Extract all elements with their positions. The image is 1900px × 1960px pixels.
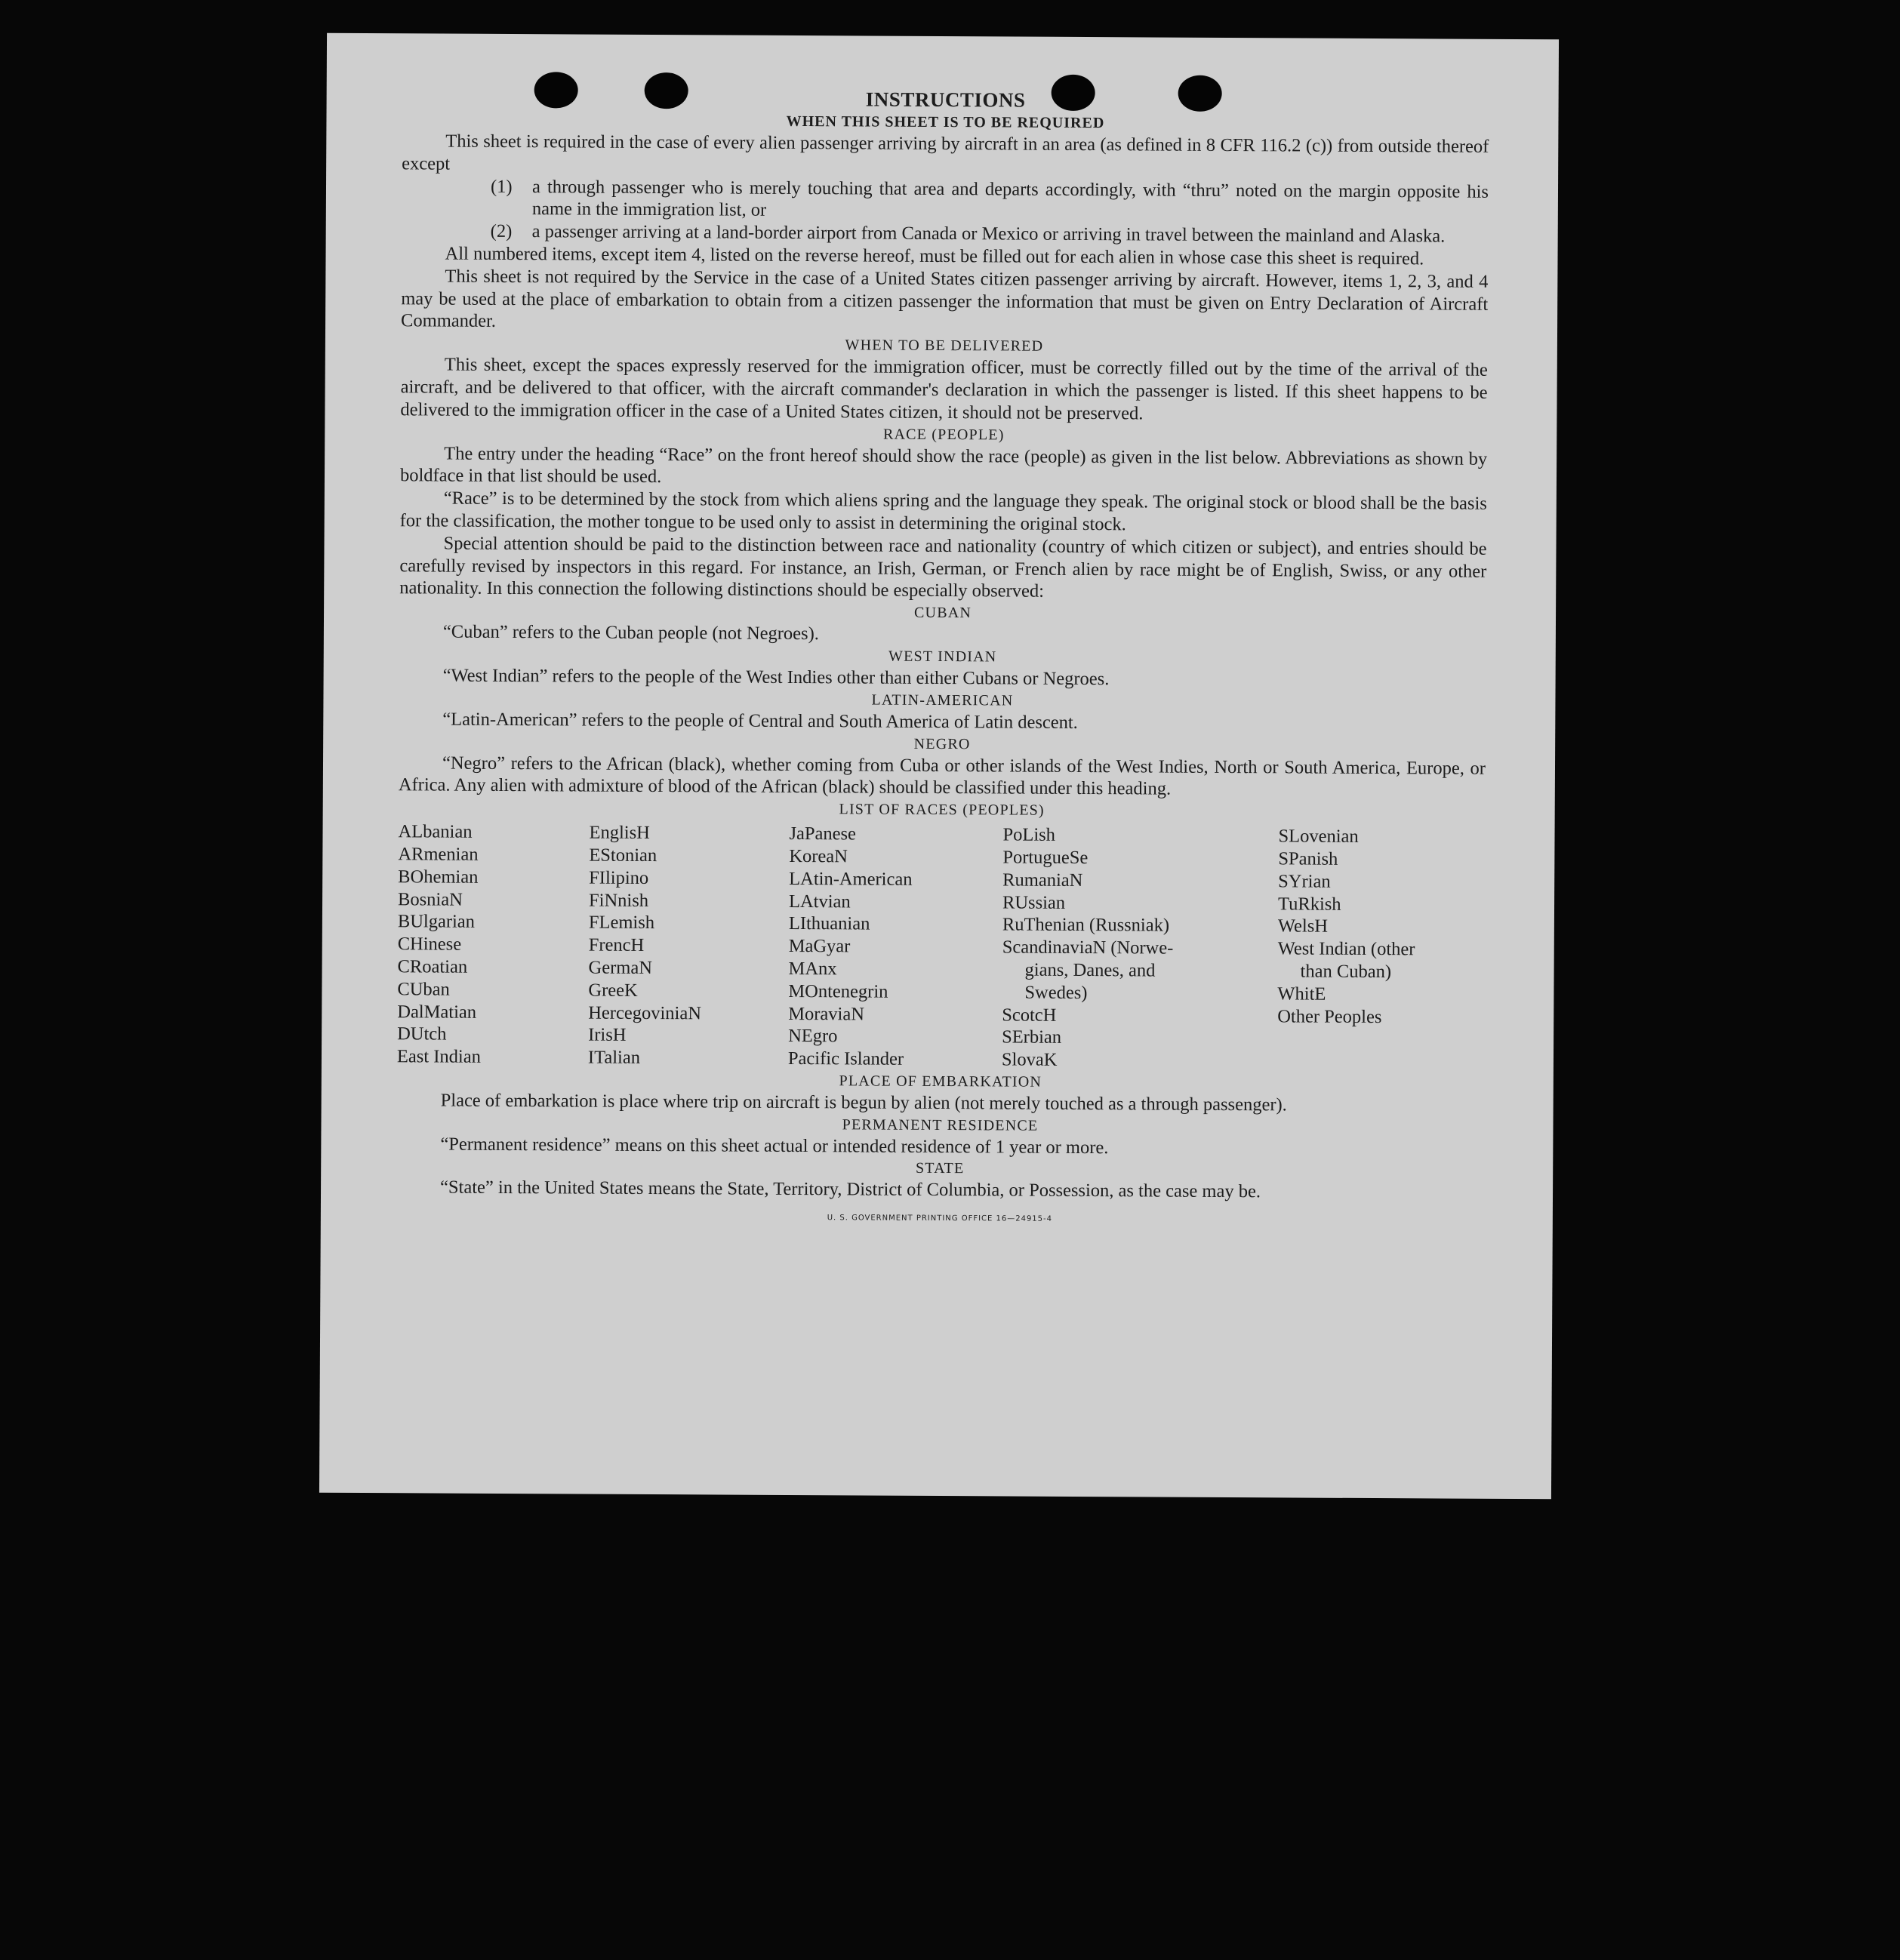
race-entry: SYrian <box>1278 871 1331 892</box>
race-entry: than Cuban) <box>1300 961 1392 983</box>
race-entry: EnglisH <box>589 822 650 844</box>
race-entry: SLovenian <box>1278 826 1359 848</box>
paragraph: This sheet is not required by the Service in the case of a United States citizen passenger arriving by aircraft. However, items 1, 2, 3, and 4 may be used at the place of embarkation to obtain from a citizen passenger the information that must be given on Entry Declaration of Aircraft Commander. <box>401 266 1489 332</box>
paragraph: The entry under the heading “Race” on the front hereof should show the race (people) as given in the list below. Abbreviations as shown by boldface in that list should be used. <box>399 443 1488 488</box>
race-entry: FIlipino <box>589 867 649 888</box>
item-number: (1) <box>490 176 513 197</box>
paragraph: All numbered items, except item 4, listed on the reverse hereof, must be filled out for each alien in whose case this sheet is required. <box>445 243 1424 269</box>
race-column <box>397 820 590 1069</box>
race-entry: BUlgarian <box>397 911 476 933</box>
race-column <box>1277 825 1486 1073</box>
race-entry: DalMatian <box>397 1001 477 1023</box>
race-entry: SPanish <box>1278 848 1338 869</box>
race-entry: ScotcH <box>1002 1004 1057 1026</box>
race-column <box>1002 824 1279 1073</box>
race-entry: SErbian <box>1002 1026 1062 1048</box>
race-entry: FLemish <box>588 912 655 934</box>
document-body <box>396 85 1489 1233</box>
section-heading: WHEN THIS SHEET IS TO BE REQUIRED <box>786 112 1105 132</box>
race-entry: ScandinaviaN (Norwe- <box>1002 937 1174 958</box>
race-entry: gians, Danes, and <box>1024 959 1156 981</box>
race-entry: RumaniaN <box>1002 869 1083 891</box>
race-entry: HercegoviniaN <box>588 1002 702 1023</box>
race-entry: West Indian (other <box>1277 938 1415 960</box>
paragraph: “Cuban” refers to the Cuban people (not Negroes). <box>442 621 819 645</box>
race-column <box>588 822 790 1070</box>
race-entry: MaGyar <box>788 936 851 957</box>
race-entry: DUtch <box>397 1023 447 1045</box>
race-entry: MOntenegrin <box>788 980 888 1002</box>
race-entry: CHinese <box>397 934 462 955</box>
race-entry: ARmenian <box>398 844 479 865</box>
race-entry: CRoatian <box>397 956 468 977</box>
race-entry: Other Peoples <box>1277 1005 1382 1027</box>
item-text: a through passenger who is merely touching that area and departs accordingly, with “thru” noted on the margin opposite his name in the immigration list, or <box>531 176 1489 221</box>
race-entry: JaPanese <box>789 823 857 845</box>
race-entry: GermaN <box>588 957 653 978</box>
section-heading: CUBAN <box>913 604 972 622</box>
section-heading: PLACE OF EMBARKATION <box>839 1072 1042 1091</box>
race-entry: PoLish <box>1002 824 1056 845</box>
race-entry: RuThenian (Russniak) <box>1002 914 1170 936</box>
race-list <box>397 820 1486 1073</box>
race-entry: Pacific Islander <box>787 1048 904 1069</box>
race-entry: Swedes) <box>1024 982 1088 1003</box>
section-heading: LATIN-AMERICAN <box>871 691 1014 709</box>
paragraph: This sheet, except the spaces expressly reserved for the immigration officer, must be correctly filled out by the time of the arrival of the aircraft, and be delivered to that officer, with the aircraft commander's declaration in which the passenger is listed. If this sheet happens to be delivered to the immigration officer in the case of a United States citizen, it should not be preserved. <box>400 354 1488 424</box>
section-heading: WHEN TO BE DELIVERED <box>845 337 1044 355</box>
section-heading: WEST INDIAN <box>888 648 997 666</box>
paragraph: “Permanent residence” means on this sheet actual or intended residence of 1 year or more. <box>440 1134 1109 1158</box>
section-heading: RACE (PEOPLE) <box>882 426 1005 444</box>
race-entry: LAtvian <box>788 891 851 912</box>
section-heading: STATE <box>915 1160 965 1177</box>
printer-imprint: U. S. GOVERNMENT PRINTING OFFICE 16—24915-4 <box>827 1214 1053 1224</box>
race-entry: EStonian <box>589 845 657 866</box>
race-entry: IrisH <box>588 1024 627 1046</box>
list-item <box>402 175 1489 226</box>
race-entry: KoreaN <box>789 845 848 867</box>
race-entry: BOhemian <box>398 866 479 888</box>
page-title: INSTRUCTIONS <box>865 88 1026 112</box>
item-number: (2) <box>490 221 513 242</box>
paragraph: Place of embarkation is place where trip on aircraft is begun by alien (not merely touched as a through passenger). <box>440 1090 1287 1115</box>
race-entry: ITalian <box>587 1047 641 1069</box>
paragraph: “State” in the United States means the State, Territory, District of Columbia, or Possession, as the case may be. <box>439 1177 1261 1202</box>
race-entry: East Indian <box>396 1046 481 1067</box>
race-entry: WelsH <box>1277 915 1329 937</box>
race-entry: FiNnish <box>588 890 649 911</box>
race-entry: RUssian <box>1002 891 1066 913</box>
race-column <box>788 823 1003 1071</box>
paragraph: “Race” is to be determined by the stock from which aliens spring and the language they speak. The original stock or blood shall be the basis for the classification, the mother tongue to be used only to assist in determining the original stock. <box>399 488 1487 535</box>
race-entry: NEgro <box>788 1026 838 1047</box>
paragraph: This sheet is required in the case of every alien passenger arriving by aircraft in an area (as defined in 8 CFR 116.2 (c)) from outside thereof except <box>402 131 1489 174</box>
section-heading: LIST OF RACES (PEOPLES) <box>839 801 1045 819</box>
paragraph: “Latin-American” refers to the people of Central and South America of Latin descent. <box>442 709 1078 733</box>
race-entry: MAnx <box>788 958 837 980</box>
race-entry: LAtin-American <box>789 868 913 890</box>
document-sheet <box>319 33 1559 1500</box>
race-entry: PortugueSe <box>1002 847 1089 868</box>
race-entry: CUban <box>397 978 450 1000</box>
section-heading: PERMANENT RESIDENCE <box>842 1116 1039 1134</box>
paragraph: “West Indian” refers to the people of the West Indies other than either Cubans or Negroes. <box>442 665 1110 690</box>
race-entry: SlovaK <box>1001 1049 1058 1070</box>
race-entry: MoraviaN <box>788 1003 865 1024</box>
section-heading: NEGRO <box>913 735 971 752</box>
item-text: a passenger arriving at a land-border airport from Canada or Mexico or arriving in travel between the mainland and Alaska. <box>531 221 1446 247</box>
race-entry: GreeK <box>588 980 638 1001</box>
race-entry: TuRkish <box>1277 893 1341 915</box>
race-entry: WhitE <box>1277 983 1326 1005</box>
paragraph: “Negro” refers to the African (black), whether coming from Cuba or other islands of the West Indies, North or South America, Europe, or Africa. Any alien with admixture of blood of the African (black) should be classified under this heading. <box>398 752 1486 799</box>
race-entry: FrencH <box>588 934 645 956</box>
race-entry: LIthuanian <box>788 913 870 934</box>
race-entry: ALbanian <box>398 821 473 842</box>
race-entry: BosniaN <box>397 888 463 910</box>
paragraph: Special attention should be paid to the distinction between race and nationality (country of which citizen or subject), and entries should be carefully revised by inspectors in this regard. For instance, an Irish, German, or French alien by race might be of English, Swiss, or any other nationality. In this connection the following distinctions should be especially observed: <box>399 533 1487 602</box>
